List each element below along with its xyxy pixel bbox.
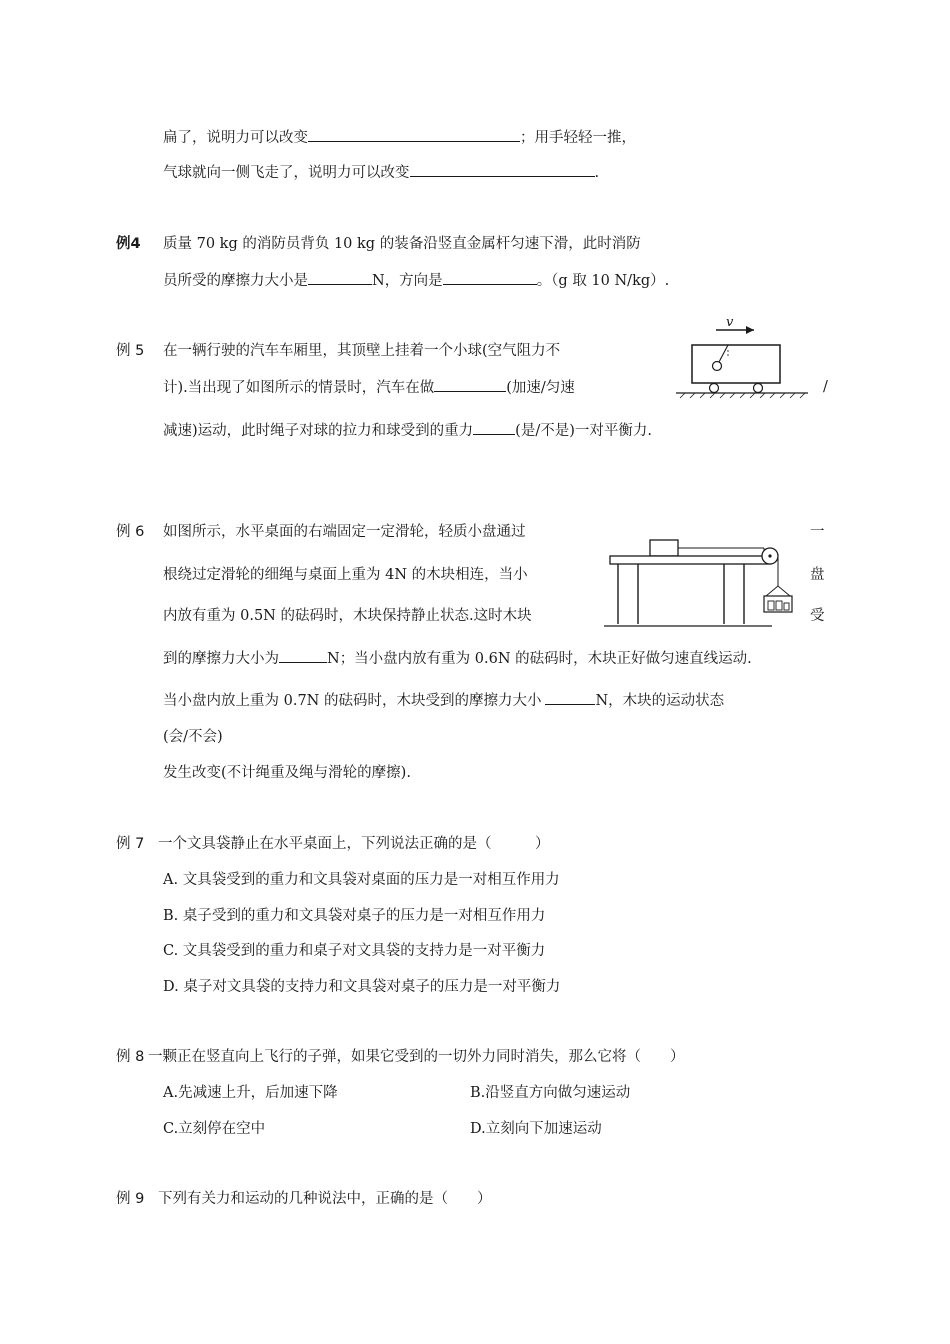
example-7-label: 例 7	[116, 836, 145, 852]
example-8-option-c[interactable]: C.立刻停在空中	[163, 1121, 266, 1137]
intro-text: .	[594, 165, 600, 181]
example-8-label: 例 8	[116, 1049, 145, 1065]
example-8-option-a[interactable]: A.先减速上升，后加速下降	[163, 1085, 338, 1101]
example-6-label: 例 6	[116, 524, 145, 540]
example-7-option-a[interactable]: A. 文具袋受到的重力和文具袋对桌面的压力是一对相互作用力	[163, 872, 560, 888]
arrowhead-icon	[746, 326, 754, 334]
example-7-option-c[interactable]: C. 文具袋受到的重力和桌子对文具袋的支持力是一对平衡力	[163, 943, 546, 959]
example-5-line-1: 在一辆行驶的汽车车厢里，其顶壁上挂着一个小球(空气阻力不	[163, 343, 561, 359]
example-5-line-3	[163, 420, 652, 441]
answer-blank[interactable]	[443, 270, 537, 285]
answer-blank[interactable]	[279, 648, 327, 663]
intro-line-2	[163, 162, 599, 183]
example-9-label: 例 9	[116, 1191, 145, 1207]
example-7-stem: 一个文具袋静止在水平桌面上，下列说法正确的是（ ）	[158, 836, 550, 852]
table-top	[610, 556, 770, 564]
example-6-right-3: 受	[810, 608, 825, 624]
example-6-line-5	[163, 690, 724, 711]
question-text: 员所受的摩擦力大小是	[163, 273, 308, 289]
example-6-line-7: 发生改变(不计绳重及绳与滑轮的摩擦).	[163, 765, 411, 781]
example-5-label: 例 5	[116, 343, 145, 359]
question-text: N，方向是	[372, 273, 443, 289]
velocity-label: v	[726, 315, 734, 330]
intro-line-1	[163, 127, 636, 148]
answer-blank[interactable]	[410, 162, 595, 177]
intro-text: ；用手轻轻一推，	[520, 130, 636, 146]
question-text: 当小盘内放上重为 0.7N 的砝码时，木块受到的摩擦力大小	[163, 693, 542, 709]
example-7-option-b[interactable]: B. 桌子受到的重力和文具袋对桌子的压力是一对相互作用力	[163, 908, 546, 924]
example-8-option-b[interactable]: B.沿竖直方向做匀速运动	[470, 1085, 631, 1101]
example-6-line-3: 内放有重为 0.5N 的砝码时，木块保持静止状态.这时木块	[163, 608, 532, 624]
intro-text: 扁了，说明力可以改变	[163, 130, 308, 146]
answer-blank[interactable]	[308, 127, 520, 142]
pulley-axle	[768, 554, 771, 557]
wheel-icon	[710, 384, 719, 393]
example-4-line-2	[163, 270, 669, 291]
pulley-figure	[604, 534, 800, 634]
example-6-line-4	[163, 648, 752, 669]
example-8-stem: 一颗正在竖直向上飞行的子弹，如果它受到的一切外力同时消失，那么它将（ ）	[148, 1049, 685, 1065]
question-text: N；当小盘内放有重为 0.6N 的砝码时，木块正好做匀速直线运动.	[327, 651, 752, 667]
question-text: (加速/匀速	[506, 380, 575, 396]
wheel-icon	[754, 384, 763, 393]
wooden-block	[650, 540, 678, 556]
example-6-right-1: 一	[810, 524, 825, 540]
intro-text: 气球就向一侧飞走了，说明力可以改变	[163, 165, 410, 181]
question-text: 计).当出现了如图所示的情景时，汽车在做	[163, 380, 435, 396]
car-figure	[676, 312, 816, 404]
question-text: 到的摩擦力大小为	[163, 651, 279, 667]
example-4-line-1: 质量 70 kg 的消防员背负 10 kg 的装备沿竖直金属杆匀速下滑，此时消防	[163, 236, 641, 252]
answer-blank[interactable]	[545, 690, 595, 705]
ground-hatch	[680, 393, 805, 398]
example-8-option-d[interactable]: D.立刻向下加速运动	[470, 1121, 602, 1137]
question-text: 。（g 取 10 N/kg）.	[536, 273, 670, 289]
example-6-line-6: (会/不会)	[163, 729, 223, 745]
ball	[713, 362, 722, 371]
example-5-line-2	[163, 377, 575, 398]
answer-blank[interactable]	[473, 420, 515, 435]
car-body	[692, 345, 780, 383]
answer-blank[interactable]	[308, 270, 372, 285]
question-text: N，木块的运动状态	[595, 693, 725, 709]
answer-blank[interactable]	[434, 377, 506, 392]
example-9-stem: 下列有关力和运动的几种说法中，正确的是（ ）	[158, 1191, 492, 1207]
hanging-string	[778, 586, 790, 596]
example-7-option-d[interactable]: D. 桌子对文具袋的支持力和文具袋对桌子的压力是一对平衡力	[163, 979, 561, 995]
hanging-string	[766, 586, 778, 596]
example-6-right-2: 盘	[810, 567, 825, 583]
example-6-line-1: 如图所示，水平桌面的右端固定一定滑轮，轻质小盘通过	[163, 524, 526, 540]
rope	[719, 345, 728, 362]
question-text: 减速)运动，此时绳子对球的拉力和球受到的重力	[163, 423, 474, 439]
example-4-label: 例4	[116, 236, 141, 252]
question-text: (是/不是)一对平衡力.	[515, 423, 652, 439]
example-5-slash: /	[823, 379, 828, 395]
example-6-line-2: 根绕过定滑轮的细绳与桌面上重为 4N 的木块相连，当小	[163, 567, 528, 583]
